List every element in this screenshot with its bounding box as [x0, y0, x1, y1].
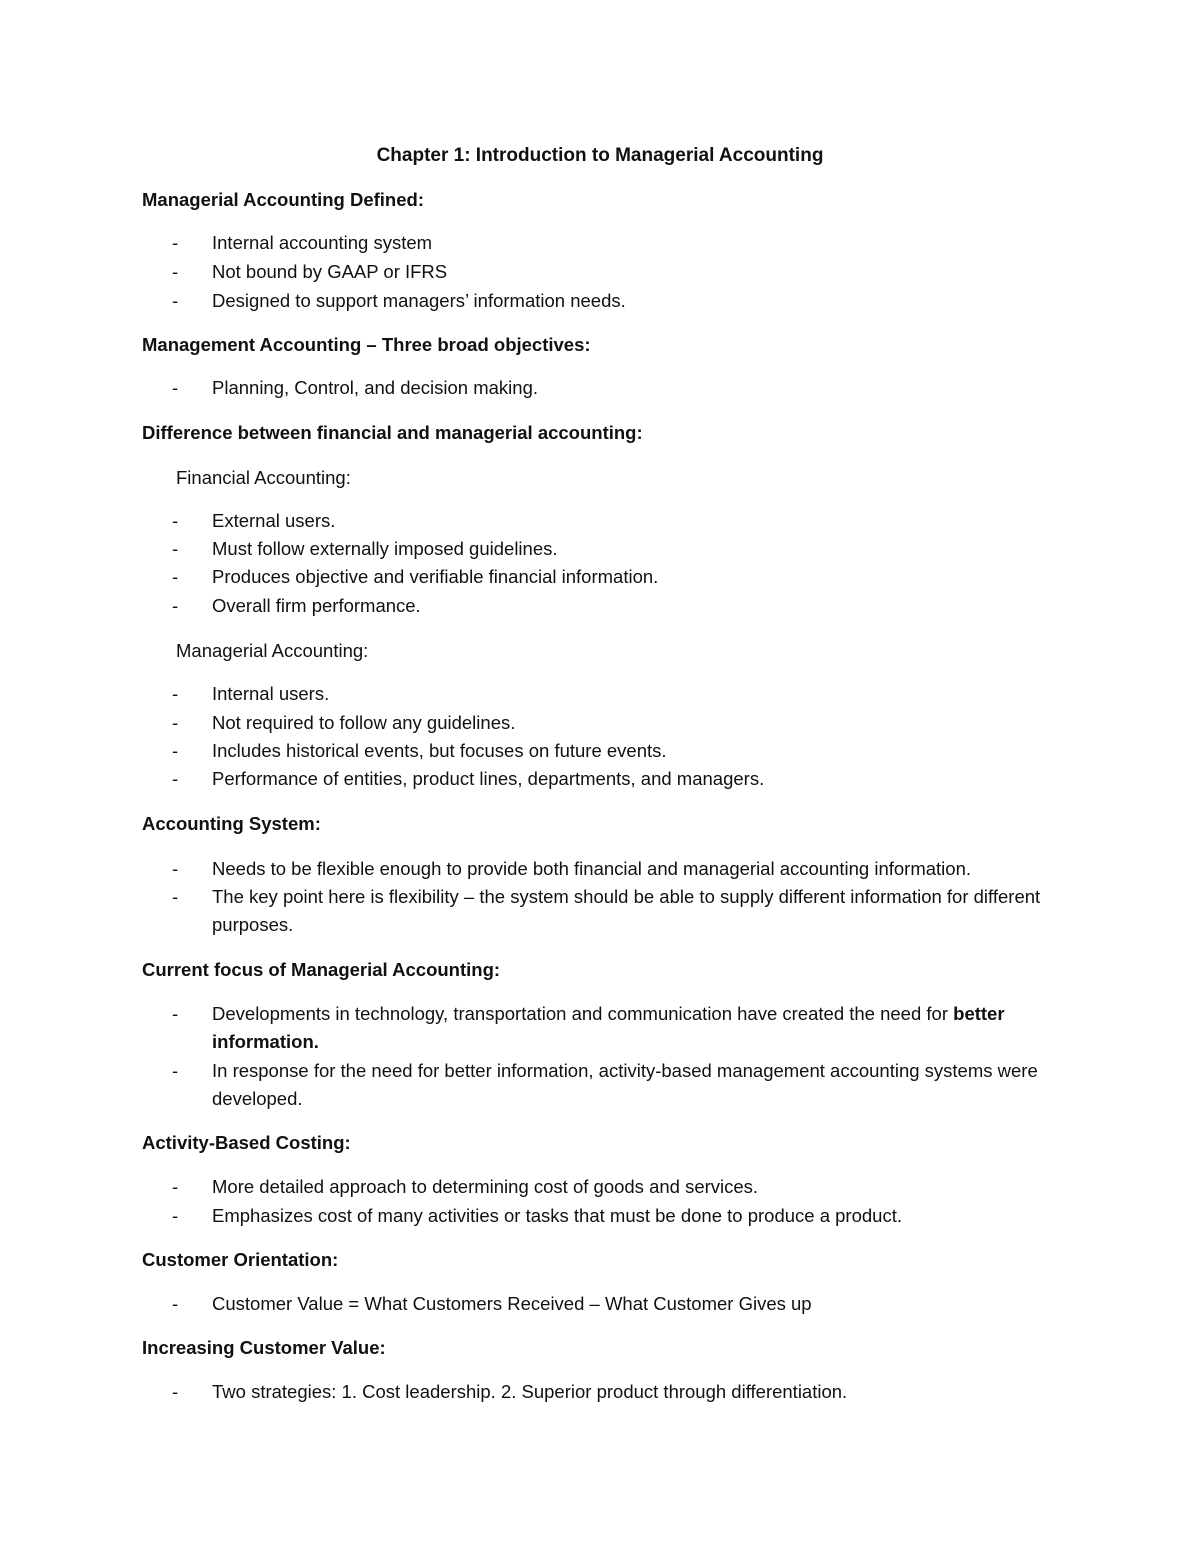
bullet-dash: - [172, 1003, 179, 1024]
bullet-dash: - [172, 1293, 179, 1314]
list-item: Overall firm performance. [212, 595, 421, 616]
bullet-dash: - [172, 261, 179, 282]
list-item: More detailed approach to determining cost of goods and services. [212, 1176, 759, 1197]
section-heading-difference: Difference between financial and managerial accounting: [142, 422, 643, 443]
list-item: Not bound by GAAP or IFRS [212, 261, 448, 282]
bullet-dash: - [172, 595, 179, 616]
subheading-managerial: Managerial Accounting: [176, 640, 369, 661]
section-heading-customer: Customer Orientation: [142, 1249, 339, 1270]
bullet-dash: - [172, 566, 179, 587]
list-item: Must follow externally imposed guidelines. [212, 538, 558, 559]
list-item [212, 1000, 1072, 1056]
list-item: Needs to be flexible enough to provide both financial and managerial accounting information. [212, 858, 971, 879]
bullet-dash: - [172, 1381, 179, 1402]
section-heading-increasing: Increasing Customer Value: [142, 1337, 386, 1358]
bullet-dash: - [172, 768, 179, 789]
list-item: Performance of entities, product lines, departments, and managers. [212, 768, 765, 789]
bullet-dash: - [172, 510, 179, 531]
bullet-dash: - [172, 377, 179, 398]
list-item: In response for the need for better information, activity-based management accounting systems were developed. [212, 1060, 1038, 1109]
list-item: Produces objective and verifiable financial information. [212, 566, 659, 587]
list-item: Planning, Control, and decision making. [212, 377, 538, 398]
bullet-dash: - [172, 740, 179, 761]
list-item: Internal users. [212, 683, 330, 704]
list-item: Emphasizes cost of many activities or tasks that must be done to produce a product. [212, 1205, 902, 1226]
section-heading-focus: Current focus of Managerial Accounting: [142, 959, 501, 980]
bullet-dash: - [172, 1176, 179, 1197]
list-item: Two strategies: 1. Cost leadership. 2. Superior product through differentiation. [212, 1381, 848, 1402]
bullet-dash: - [172, 886, 179, 907]
list-item: Customer Value = What Customers Received – What Customer Gives up [212, 1293, 812, 1314]
bullet-dash: - [172, 712, 179, 733]
bullet-dash: - [172, 538, 179, 559]
list-item: External users. [212, 510, 336, 531]
bullet-dash: - [172, 1060, 179, 1081]
section-heading-abc: Activity-Based Costing: [142, 1132, 351, 1153]
list-item: Internal accounting system [212, 232, 433, 253]
list-item: The key point here is flexibility – the system should be able to supply different information for different purposes. [212, 886, 1041, 935]
subheading-financial: Financial Accounting: [176, 467, 351, 488]
section-heading-defined: Managerial Accounting Defined: [142, 189, 424, 210]
bullet-dash: - [172, 1205, 179, 1226]
section-heading-objectives: Management Accounting – Three broad objectives: [142, 334, 591, 355]
list-item: Designed to support managers’ information needs. [212, 290, 626, 311]
list-item: Includes historical events, but focuses on future events. [212, 740, 667, 761]
list-item: Not required to follow any guidelines. [212, 712, 516, 733]
bullet-dash: - [172, 232, 179, 253]
section-heading-system: Accounting System: [142, 813, 321, 834]
list-item-bold-text: better information. [212, 1003, 1005, 1052]
list-item-text: Developments in technology, transportation and communication have created the need for [212, 1003, 948, 1024]
bullet-dash: - [172, 683, 179, 704]
bullet-dash: - [172, 290, 179, 311]
bullet-dash: - [172, 858, 179, 879]
page-title: Chapter 1: Introduction to Managerial Accounting [376, 145, 824, 166]
